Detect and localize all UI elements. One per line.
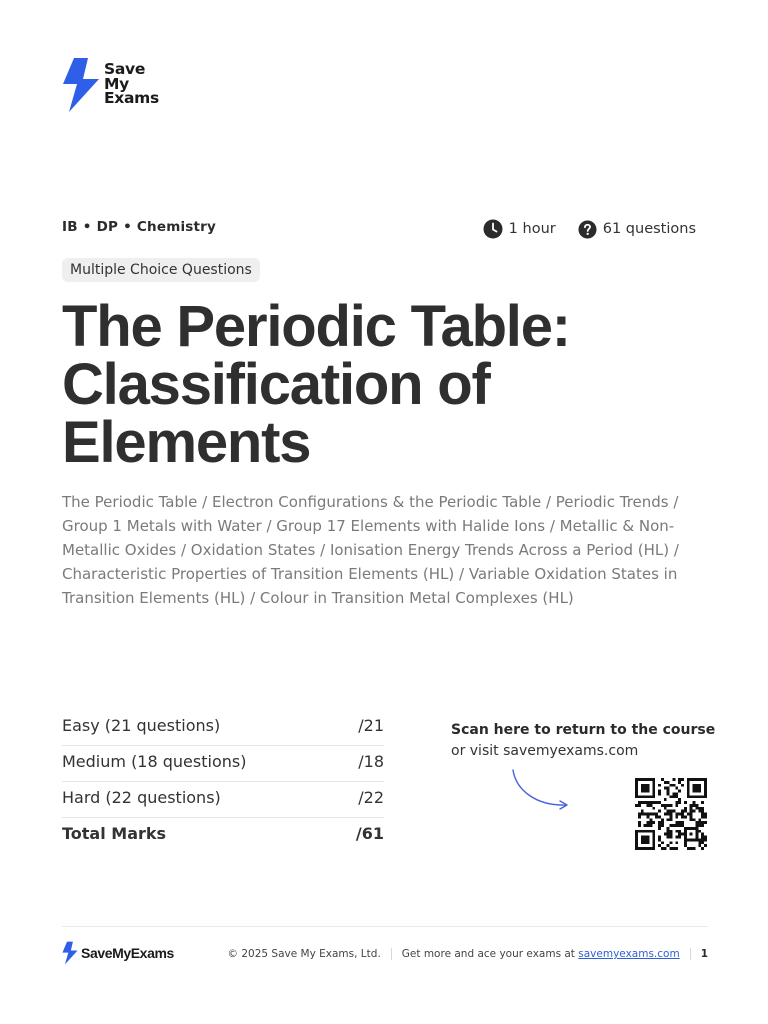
footer-divider [690, 948, 691, 960]
question-type-tag: Multiple Choice Questions [62, 258, 260, 282]
logo-line-exams: Exams [104, 89, 159, 107]
breadcrumb-separator: • [82, 219, 92, 235]
marks-row-value: /21 [358, 716, 384, 735]
brand-logo [62, 58, 159, 112]
total-marks-label: Total Marks [62, 824, 167, 843]
marks-row-value: /18 [358, 752, 384, 771]
lightning-bolt-icon [62, 941, 78, 965]
marks-row-value: /22 [358, 788, 384, 807]
duration-info [483, 219, 556, 239]
clock-icon [483, 219, 503, 239]
topics-list: The Periodic Table / Electron Configurations & the Periodic Table / Periodic Trends / Group 1 Metals with Water / Group 17 Elements with Halide Ions / Metallic & Non-Metallic Oxides / Oxidation States / Ionisation Energy Trends Across a Period (HL) / Characteristic Properties of Transition Elements (HL) / Variable Oxidation States in Transition Elements (HL) / Colour in Transition Metal Complexes (HL) [62, 493, 679, 607]
scan-subtitle: or visit savemyexams.com [451, 743, 639, 759]
marks-table [62, 710, 384, 854]
breadcrumb-item-chemistry[interactable]: Chemistry [136, 219, 217, 235]
title-line-3: Elements [62, 410, 311, 475]
logo-line-my: My [104, 74, 129, 93]
question-mark-icon [578, 220, 597, 239]
marks-row-total [62, 818, 384, 854]
footer-link[interactable]: savemyexams.com [578, 948, 680, 960]
title-line-2: Classification of [62, 352, 490, 417]
marks-row-label: Medium (18 questions) [62, 752, 247, 771]
scan-block [451, 722, 716, 759]
footer-wordmark: SaveMyExams [81, 945, 174, 961]
footer-cta-text: Get more and ace your exams at [401, 948, 575, 960]
meta-row [62, 219, 696, 239]
page-footer [62, 926, 708, 979]
breadcrumb [62, 219, 216, 235]
logo-line-save: Save [104, 60, 146, 78]
curved-arrow-icon [508, 768, 574, 814]
marks-row-hard [62, 782, 384, 818]
breadcrumb-separator: • [123, 219, 132, 235]
marks-row-label: Hard (22 questions) [62, 788, 221, 807]
duration-text: 1 hour [508, 221, 556, 237]
question-count-info [578, 220, 696, 239]
footer-divider [391, 948, 392, 960]
question-count-text: 61 questions [602, 221, 696, 237]
page-title [62, 294, 722, 475]
footer-info [228, 948, 708, 960]
marks-row-label: Easy (21 questions) [62, 716, 221, 735]
qr-code-icon[interactable] [634, 778, 708, 850]
total-marks-value: /61 [355, 824, 384, 843]
logo-wordmark [104, 62, 159, 106]
scan-title: Scan here to return to the course [451, 722, 716, 738]
marks-row-medium [62, 746, 384, 782]
title-line-1: The Periodic Table: [62, 294, 570, 359]
page-number: 1 [700, 948, 708, 960]
lightning-bolt-icon [62, 58, 100, 112]
exam-meta [483, 219, 696, 239]
copyright-text: © 2025 Save My Exams, Ltd. [227, 948, 381, 960]
breadcrumb-item-dp[interactable]: DP [96, 219, 119, 235]
footer-logo [62, 941, 174, 965]
breadcrumb-item-ib[interactable]: IB [62, 219, 78, 235]
marks-row-easy [62, 710, 384, 746]
